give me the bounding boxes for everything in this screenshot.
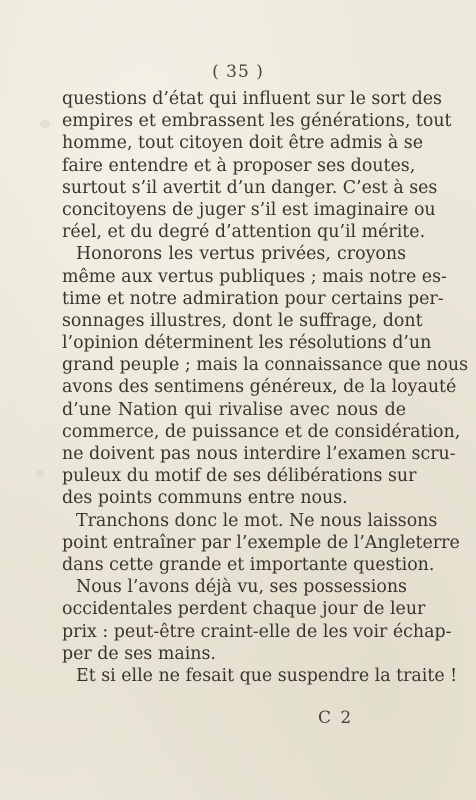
text-line: occidentales perdent chaque jour de leur	[62, 599, 426, 620]
body-text	[62, 88, 468, 687]
text-line: Tranchons donc le mot. Ne nous laissons	[76, 510, 438, 531]
text-line: avons des sentimens généreux, de la loyauté	[62, 377, 457, 398]
page-number: ( 35 )	[212, 62, 264, 82]
text-line: Et si elle ne fesait que suspendre la traite !	[76, 665, 458, 686]
text-line: time et notre admiration pour certains per-	[62, 288, 444, 309]
text-line: commerce, de puissance et de considération,	[62, 421, 461, 442]
text-line: d’une Nation qui rivalise avec nous de	[62, 399, 406, 420]
text-line: même aux vertus publiques ; mais notre es-	[62, 266, 447, 287]
text-line: Nous l’avons déjà vu, ses possessions	[76, 577, 407, 598]
text-line: point entraîner par l’exemple de l’Angleterre	[62, 532, 460, 553]
paper-stain	[40, 120, 50, 128]
text-line: réel, et du degré d’attention qu’il mérite.	[62, 222, 426, 243]
text-line: per de ses mains.	[62, 643, 216, 664]
text-line: concitoyens de juger s’il est imaginaire ou	[62, 199, 436, 220]
text-line: l’opinion déterminent les résolutions d’un	[62, 333, 432, 354]
text-line: des points communs entre nous.	[62, 488, 348, 509]
signature-mark: C 2	[318, 708, 354, 728]
text-line: prix : peut-être craint-elle de les voir échap-	[62, 621, 452, 642]
text-line: dans cette grande et importante question.	[62, 554, 435, 575]
text-line: ne doivent pas nous interdire l’examen scru-	[62, 444, 456, 464]
text-line: faire entendre et à proposer ses doutes,	[62, 155, 416, 176]
text-line: empires et embrassent les générations, tout	[62, 111, 452, 132]
text-line: surtout s’il avertit d’un danger. C’est à ses	[62, 177, 438, 198]
text-line: grand peuple ; mais la connaissance que nous	[62, 355, 468, 376]
text-line: questions d’état qui influent sur le sort des	[62, 89, 442, 109]
paper-stain	[36, 470, 44, 477]
text-line: homme, tout citoyen doit être admis à se	[62, 133, 423, 154]
text-line: puleux du motif de ses délibérations sur	[62, 466, 417, 487]
text-line: Honorons les vertus privées, croyons	[76, 244, 406, 265]
text-line: sonnages illustres, dont le suffrage, dont	[62, 310, 423, 331]
